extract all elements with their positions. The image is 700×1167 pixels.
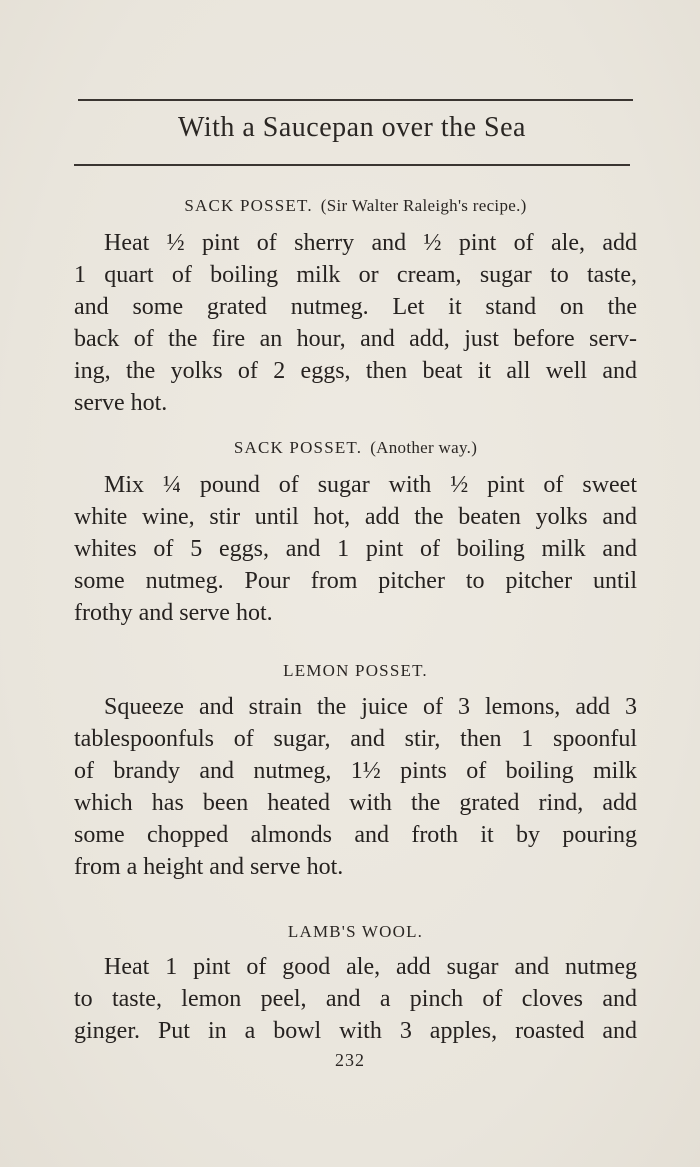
text-line: of brandy and nutmeg, 1½ pints of boiling milk [74,758,637,784]
text-line: serve hot. [74,390,168,416]
text-line: whites of 5 eggs, and 1 pint of boiling milk and [74,536,637,562]
recipe-body-sack-posset-another-way [74,469,637,629]
text-line: tablespoonfuls of sugar, and stir, then 1 spoonful [74,726,637,752]
recipe-heading-sack-posset-another-way [74,438,637,458]
text-line: and some grated nutmeg. Let it stand on the [74,294,637,320]
recipe-body-lemon-posset [74,691,637,883]
text-line: Squeeze and strain the juice of 3 lemons, add 3 [104,694,637,720]
text-line: Heat 1 pint of good ale, add sugar and nutmeg [104,954,637,980]
text-line: Heat ½ pint of sherry and ½ pint of ale, add [104,230,637,256]
page-number: 232 [335,1050,365,1070]
recipe-heading-sack-posset [74,196,637,216]
recipe-title: SACK POSSET. [184,196,313,215]
text-line: 1 quart of boiling milk or cream, sugar to taste, [74,262,637,288]
text-line: back of the fire an hour, and add, just before serv- [74,326,637,352]
recipe-note: (Sir Walter Raleigh's recipe.) [320,196,527,215]
recipe-title: SACK POSSET. [233,438,363,457]
running-head: With a Saucepan over the Sea [178,112,526,143]
recipe-body-lambs-wool [74,951,637,1047]
text-line: white wine, stir until hot, add the beaten yolks and [74,504,637,530]
text-line: to taste, lemon peel, and a pinch of cloves and [74,986,637,1012]
text-line: some nutmeg. Pour from pitcher to pitcher until [74,568,637,594]
recipe-heading-lambs-wool [74,922,637,942]
text-line: ginger. Put in a bowl with 3 apples, roasted and [74,1018,637,1044]
recipe-title: LAMB'S WOOL. [287,922,424,941]
recipe-note: (Another way.) [370,438,478,457]
recipe-heading-lemon-posset [74,661,637,681]
text-line: ing, the yolks of 2 eggs, then beat it all well and [74,358,637,384]
recipe-body-sack-posset [74,227,637,419]
text-line: from a height and serve hot. [74,854,344,880]
header-rule-top [78,99,633,101]
text-line: frothy and serve hot. [74,600,273,626]
text-line: which has been heated with the grated rind, add [74,790,637,816]
recipe-title: LEMON POSSET. [283,661,428,680]
header-rule-bottom [74,164,630,166]
text-line: some chopped almonds and froth it by pouring [74,822,637,848]
text-line: Mix ¼ pound of sugar with ½ pint of sweet [104,472,637,498]
